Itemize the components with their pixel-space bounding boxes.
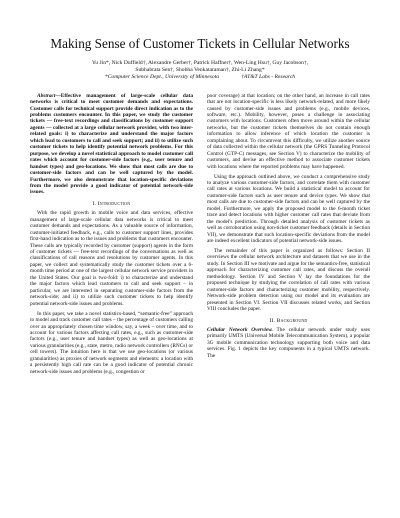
background-paragraph: [207, 327, 370, 359]
abstract-text: —Effective management of large-scale cellular data networks is critical to meet customer demands and expectations. Customer calls for technical support provide direct indication as to the problems customers encounter. In this paper, we study the customer tickets — free-text recordings and classifications by customer support agents — collected at a large cellular network provider, with two inter-related goals: i) to characterize and understand the major factors which lead to customers to call and seek support; and ii) to utilize such customer tickets to help identify potential network problems. For this purpose, we develop a novel statistical approach to model customer call rates which account for customer-side factors (e.g., user tenure and handset types) and geo-locations. We show that most calls are due to customer-side factors and can be well captured by the model. Furthermore, we also demonstrate that location-specific deviations from the model provide a good indicator of potential network-side issues.: [30, 92, 193, 196]
author-line-1: Yu Jin*, Nick Duffield†, Alexandre Gerber†, Patrick Haffner†, Wen-Ling Hsu†, Guy Jacobson†,: [91, 60, 309, 66]
affiliations: [30, 74, 370, 81]
abstract-lead: Abstract: [37, 92, 56, 99]
abstract: [30, 93, 193, 196]
right-paragraph-3: The remainder of this paper is organized as follows: Section II overviews the cellular network architecture and datasets that we use in the study. In Section III we motivate and argue for the semantics-free, statistical approach for characterizing customer call rates, and discuss the overall methodology. Section IV and Section V lay the foundations for the proposed technique by studying the correlation of call rates with various customer-side factors and characterizing customer mobility, respectively. Network-side problem detection using our model and its evaluation are presented in Section VI. Section VII discusses related works, and Section VIII concludes the paper.: [207, 248, 370, 313]
intro-paragraph-1: With the rapid growth in mobile voice and data services, effective management of large-scale cellular data networks is critical to meet customer demands and expectations. As a valuable source of information, customer-initiated feedback, e.g., calls to customer support lines, provides first-hand indication as to the issues and problems that customers encounter. These calls are typically recorded by customer (support) agents in the form of customer tickets — free-text recordings of the conversations as well as classifications of call reasons and resolutions by customer agents. In this paper, we collect and systematically study the customer tickets over a 6-month time period at one of the largest cellular network service providers in the United States. Our goal is two-fold: i) to characterize and understand the major factors which lead customers to call and seek support – in particular, we are interested in separating customer-side factors from the network-side; and ii) to utilize such customer tickets to help identify potential network-side issues and problems.: [30, 210, 193, 307]
two-column-body: [30, 93, 370, 379]
right-column: [207, 93, 370, 379]
section-heading-introduction: I. Introduction: [92, 200, 131, 207]
background-text: The cellular network under study uses primarily UMTS (Universal Mobile Telecommunication System), a popular 3G mobile communication technology supporting both voice and data services. Fig. 1 depicts the key components in a typical UMTS network. The: [207, 327, 370, 359]
paper-title: Making Sense of Customer Tickets in Cellular Networks: [50, 36, 350, 51]
affiliation-att: †AT&T Labs - Research: [241, 74, 296, 81]
right-paragraph-2: Using the approach outlined above, we conduct a comprehensive study to analyze various customer-side factors, and correlate them with customer call rates at various locations. We build a statistical model to account for customer-side factors such as user tenure and device types. We show that most calls are due to customer-side factors and can be well captured by the model. Furthermore, we apply the proposed model to the 6-month ticket trace and detect locations with higher customer call rates that deviate from the model's prediction. Through detailed analysis of customer tickets as well as corroboration using non-ticket customer feedback (details in Section VII), we demonstrate that such location-specific deviations from the model are indeed excellent indicators of potential network-side issues.: [207, 173, 370, 245]
left-column: [30, 93, 193, 379]
affiliation-minnesota: *Computer Science Dept., University of Minnesota: [104, 74, 220, 81]
background-subheading: Cellular Network Overview.: [207, 327, 273, 334]
right-paragraph-1: poor coverage) at that location; on the other hand, an increase in call rates that are not location-specific is less likely network-related, and more likely caused by customer-side issues and problems (e.g., mobile devices, software, etc.). Mobility, however, poses a challenge in associating customers with locations. Customers often move around within the cellular networks, but the customer tickets themselves do not contain enough information to allow inference of which location the customer is complaining about. To circumvent this difficulty, we utilize another source of data collected within the cellular network (the GPRS Tunneling Protocol Control (GTP-C) messages, see Section V) to characterize the mobility of customers, and devise an effective method to associate customer tickets with locations where the reported problems may have happened.: [207, 92, 370, 170]
author-line-2: Subhabrata Sen†, Shobha Venkataraman†, Zhi-Li Zhang*: [135, 67, 265, 74]
intro-paragraph-2: In this paper, we take a novel statistics-based, “semantic-free” approach to model and track customer call rates – the percentage of customers calling over an appropriately chosen time window, say, a week – over time, and to account for various factors affecting call rates, e.g., such as customer-side factors (e.g., user tenure and handset types) as well as geo-locations at various granularities (e.g., state, metro, radio network controllers (RNCs) or cell towers). The intuition here is that we use geo-locations (or various granularities) as proxies of network segments and elements: a location with a persistently high call rate can be a good indicator of potential chronic network-side issues and problems (e.g., congestion or: [30, 310, 193, 375]
section-heading-background: II. Background: [269, 317, 308, 324]
